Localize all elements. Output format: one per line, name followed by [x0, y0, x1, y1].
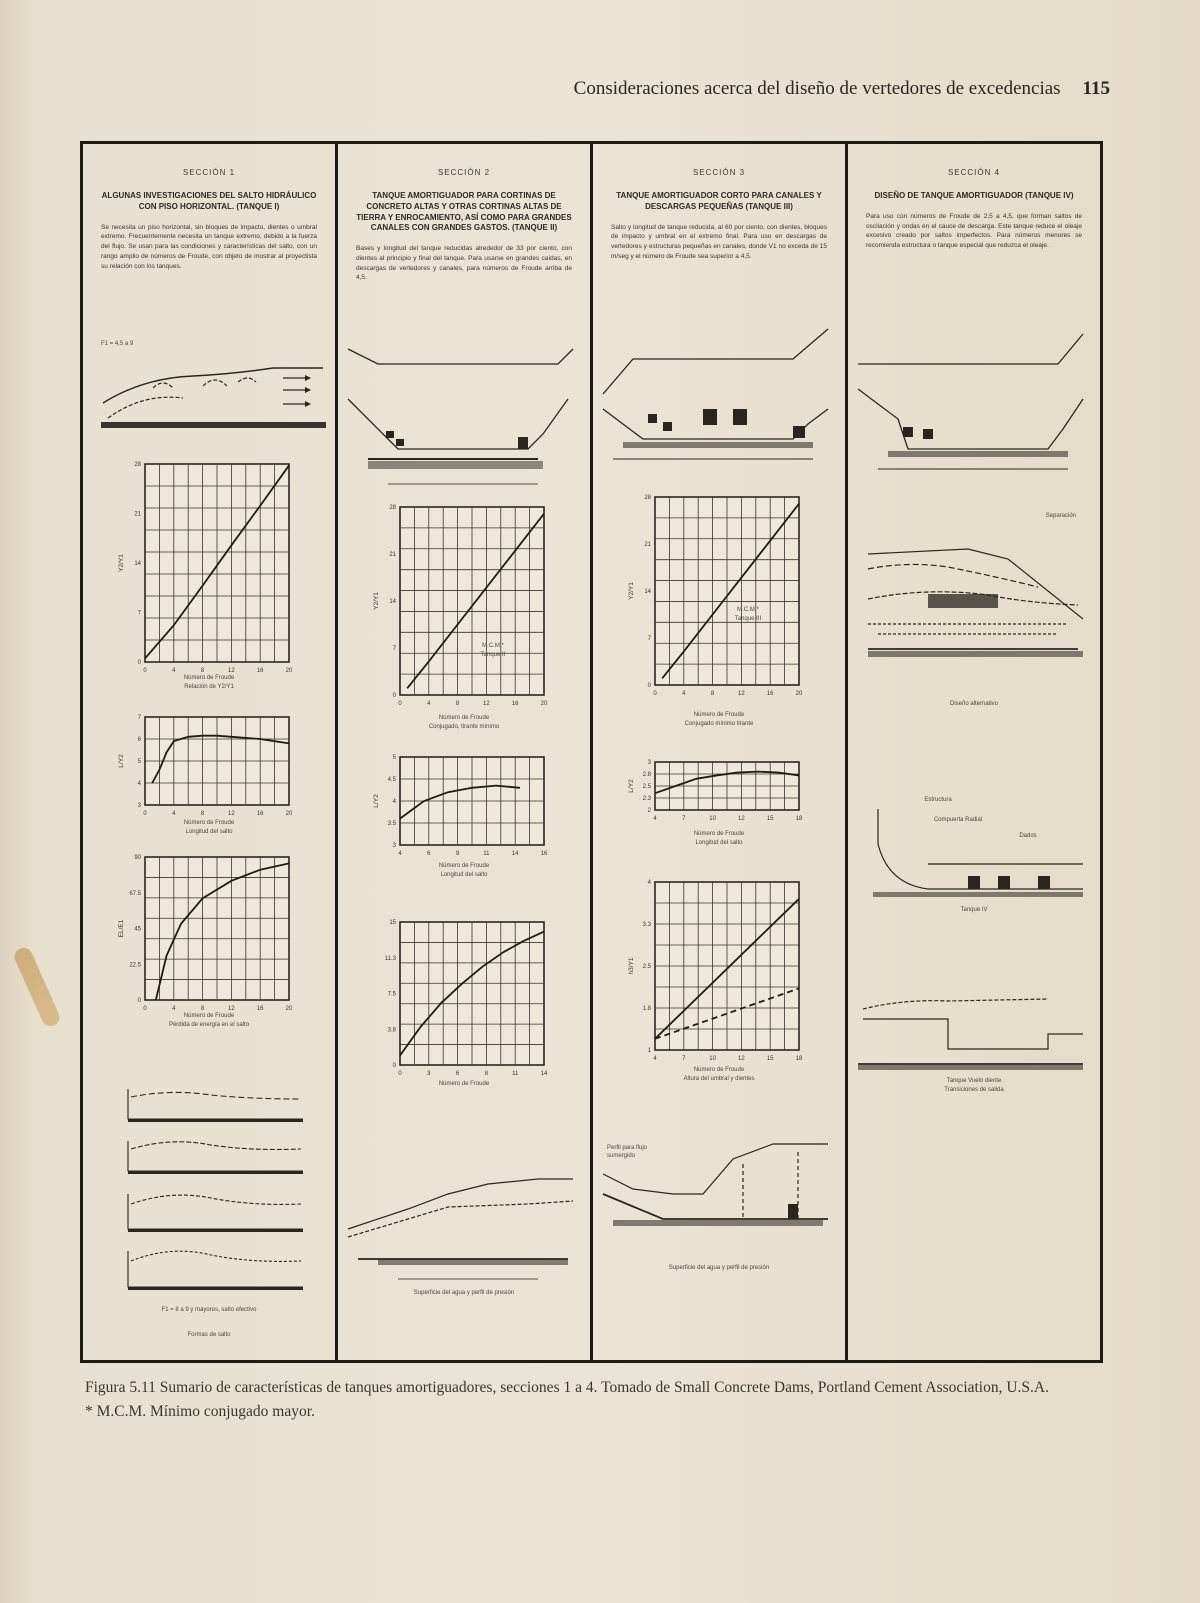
section-text: Bases y longitud del tanque reducidas alrededor de 33 por ciento, con dientes al principio y final del tanque. Para usarse en grandes caídas, en descargas de vertedores y canales, para números de Froude arriba de 4,5.	[356, 245, 572, 282]
y-tick-label: 21	[644, 542, 651, 548]
x-tick-label: 15	[766, 1056, 774, 1062]
chart-5-length	[338, 749, 590, 859]
y-tick-label: 2.8	[642, 772, 651, 778]
chart-3-caption: Pérdida de energía en el salto	[168, 1022, 250, 1028]
y-tick-label: 7	[647, 636, 651, 642]
chart-4-caption: Conjugado, tirante mínimo	[428, 724, 500, 730]
y-tick-label: 5	[137, 759, 141, 765]
y-axis-label: Y2/Y1	[628, 582, 635, 600]
chart-7-legend-mcm: M.C.M.*	[737, 607, 759, 613]
forms-caption: Formas de salto	[187, 1332, 231, 1338]
y-axis-label: L/Y2	[118, 754, 125, 768]
chart-3-energy	[83, 849, 335, 1014]
paper-stain	[12, 945, 63, 1029]
section-1	[83, 144, 338, 1360]
chart-9-xlabel: Número de Froude	[693, 1067, 745, 1073]
x-tick-label: 12	[483, 701, 490, 707]
y-tick-label: 2.5	[642, 784, 651, 790]
y-tick-label: 4	[137, 781, 141, 787]
jump-diagram-1	[83, 340, 335, 443]
chart-1-ratio	[83, 456, 335, 676]
y-tick-label: 3	[392, 843, 396, 849]
x-tick-label: 8	[710, 691, 715, 697]
alternative-design-sketch	[848, 529, 1100, 694]
y-tick-label: 3.3	[642, 922, 651, 928]
x-tick-label: 8	[200, 1006, 205, 1012]
y-tick-label: 3	[137, 803, 141, 809]
y-tick-label: 21	[389, 552, 396, 558]
y-tick-label: 2	[647, 808, 651, 814]
chart-6-xlabel: Número de Froude	[438, 1081, 490, 1087]
y-tick-label: 14	[389, 599, 396, 605]
y-tick-label: 4	[392, 799, 396, 805]
chart-7-legend-tank: Tanque III	[734, 616, 762, 622]
section-heading: SECCIÓN 4	[947, 168, 1001, 177]
x-tick-label: 20	[795, 691, 803, 697]
chart-8-length	[593, 754, 845, 824]
y-tick-label: 7	[137, 715, 141, 721]
y-axis-label: L/Y2	[373, 794, 380, 808]
outlet-caption-2: Transiciones de salida	[944, 1087, 1004, 1093]
section-text: Para uso con números de Froude de 2,5 a 4,5, que forman saltos de oscilación y ondas en el cauce de descarga. Este tanque reduce el oleaje excesivo creado por saltos imperfectos. Para números menores se recomienda estructura o tanque especial que reduzca el oleaje.	[866, 212, 1082, 250]
tank-iii-sketch	[593, 314, 845, 479]
section-title: DISEÑO DE TANQUE AMORTIGUADOR (TANQUE IV)	[874, 191, 1074, 200]
x-tick-label: 20	[285, 1006, 293, 1012]
y-tick-label: 90	[134, 855, 141, 861]
x-tick-label: 15	[766, 816, 774, 822]
x-tick-label: 10	[709, 816, 716, 822]
y-axis-label: L/Y2	[628, 779, 635, 793]
chart-3-xlabel: Número de Froude	[183, 1013, 235, 1019]
chart-2-caption: Longitud del salto	[185, 829, 233, 835]
y-tick-label: 0	[137, 998, 141, 1004]
y-tick-label: 1	[647, 1048, 651, 1054]
figure-caption	[85, 1376, 1115, 1424]
x-tick-label: 16	[256, 811, 264, 817]
radial-gate-label: Compuerta Radial	[933, 817, 983, 823]
y-tick-label: 11.3	[384, 955, 396, 962]
section-3	[593, 144, 848, 1360]
caption-note: * M.C.M. Mínimo conjugado mayor.	[85, 1403, 315, 1421]
x-tick-label: 11	[483, 851, 490, 857]
y-axis-label: h3/Y1	[628, 957, 635, 975]
y-tick-label: 0	[137, 660, 141, 666]
x-tick-label: 16	[256, 1006, 264, 1012]
y-tick-label: 0	[647, 683, 651, 689]
chart-2-length	[83, 709, 335, 819]
y-tick-label: 3.8	[387, 1027, 396, 1034]
submerged-flow-label: Perfil para flujo sumergido	[607, 1145, 648, 1160]
x-tick-label: 4	[172, 811, 176, 817]
y-tick-label: 2.5	[642, 964, 651, 970]
x-tick-label: 8	[200, 668, 205, 674]
dice-label: Dados	[1019, 833, 1037, 839]
y-axis-label: EL/E1	[118, 919, 125, 938]
pressure-caption-3: Superficie del agua y perfil de presión	[668, 1265, 770, 1271]
x-tick-label: 0	[143, 811, 147, 817]
jump-forms-sketches	[83, 1079, 335, 1304]
x-tick-label: 4	[172, 1006, 176, 1012]
x-tick-label: 0	[653, 691, 657, 697]
tank-iv-sketch	[848, 319, 1100, 489]
x-tick-label: 6	[455, 1071, 460, 1077]
x-tick-label: 18	[795, 816, 803, 822]
y-tick-label: 67.5	[129, 890, 141, 897]
running-title: Consideraciones acerca del diseño de vertedores de excedencias	[573, 78, 1061, 99]
y-tick-label: 4.5	[387, 777, 396, 783]
y-tick-label: 1.8	[642, 1006, 651, 1012]
chart-8-xlabel: Número de Froude	[693, 831, 745, 837]
x-tick-label: 4	[172, 668, 176, 674]
y-axis-label: Y2/Y1	[373, 592, 380, 610]
forms-note: F1 = 8 a 9 y mayores, salto efectivo	[161, 1307, 257, 1313]
x-tick-label: 0	[143, 668, 147, 674]
x-tick-label: 0	[143, 1006, 147, 1012]
x-tick-label: 10	[709, 1056, 716, 1062]
chart-7-xlabel: Número de Froude	[693, 712, 745, 718]
x-tick-label: 4	[427, 701, 431, 707]
chart-2-xlabel: Número de Froude	[183, 820, 235, 826]
section-title: ALGUNAS INVESTIGACIONES DEL SALTO HIDRÁULICO CON PISO HORIZONTAL. (TANQUE I)	[101, 191, 317, 211]
y-tick-label: 14	[644, 589, 651, 595]
y-tick-label: 15	[389, 920, 396, 926]
x-tick-label: 3	[427, 1071, 431, 1077]
chart-9-caption: Altura del umbral y dientes	[683, 1076, 755, 1082]
y-tick-label: 0	[392, 693, 396, 699]
chart-8-caption: Longitud del salto	[695, 840, 743, 846]
x-tick-label: 20	[285, 668, 293, 674]
caption-main: Figura 5.11 Sumario de características de tanques amortiguadores, secciones 1 a 4. Tomado de Small Concrete Dams, Portland Cement Association, U.S.A.	[85, 1379, 1049, 1396]
chart-7-conjugate	[593, 489, 845, 699]
x-tick-label: 16	[766, 691, 774, 697]
section-4	[848, 144, 1100, 1360]
x-tick-label: 8	[484, 1071, 489, 1077]
x-tick-label: 20	[540, 701, 548, 707]
section-text: Se necesita un piso horizontal, sin bloques de impacto, dientes o umbral extremo. Frecuentemente necesita un tanque extremo, debido a la fuerza del flujo. Se usan para las condiciones y características del salto, con un rango amplio de números de Froude, con objeto de mostrar al proyectista su relación con los tanques.	[101, 223, 317, 270]
x-tick-label: 12	[738, 691, 745, 697]
x-tick-label: 7	[682, 816, 686, 822]
chart-5-xlabel: Número de Froude	[438, 863, 490, 869]
x-tick-label: 14	[511, 851, 519, 857]
x-tick-label: 6	[427, 851, 431, 857]
x-tick-label: 0	[398, 1071, 402, 1077]
pressure-caption-2: Superficie del agua y perfil de presión	[413, 1290, 515, 1296]
y-tick-label: 45	[134, 926, 141, 933]
x-tick-label: 12	[228, 1006, 235, 1012]
y-tick-label: 3.5	[387, 821, 396, 827]
x-tick-label: 16	[540, 851, 548, 857]
x-tick-label: 4	[653, 816, 657, 822]
x-tick-label: 4	[398, 851, 402, 857]
y-tick-label: 4	[647, 880, 651, 886]
pressure-profile-sketch-3	[593, 1134, 845, 1264]
y-tick-label: 7	[392, 646, 396, 652]
y-tick-label: 5	[392, 755, 396, 761]
chart-4-legend-mcm: M.C.M.*	[482, 643, 504, 649]
x-tick-label: 7	[682, 1056, 686, 1062]
y-tick-label: 28	[389, 505, 396, 511]
x-tick-label: 12	[738, 816, 745, 822]
section-heading: SECCIÓN 1	[182, 168, 236, 177]
section-2	[338, 144, 593, 1360]
x-tick-label: 12	[738, 1056, 745, 1062]
x-tick-label: 18	[795, 1056, 803, 1062]
alternative-design-caption: Diseño alternativo	[949, 701, 999, 707]
y-tick-label: 3	[647, 760, 651, 766]
x-tick-label: 8	[200, 811, 205, 817]
x-tick-label: 0	[398, 701, 402, 707]
x-tick-label: 4	[653, 1056, 657, 1062]
chart-5-caption: Longitud del salto	[440, 872, 488, 878]
separation-label: Separación	[1045, 513, 1076, 519]
section-heading: SECCIÓN 3	[692, 168, 746, 177]
chart-4-conjugate	[338, 499, 590, 709]
tank-iv-caption: Tanque IV	[960, 907, 988, 913]
x-tick-label: 16	[256, 668, 264, 674]
section-title: TANQUE AMORTIGUADOR CORTO PARA CANALES Y DESCARGAS PEQUEÑAS (TANQUE III)	[616, 191, 822, 211]
page-number: 115	[1082, 78, 1110, 99]
section-heading: SECCIÓN 2	[437, 168, 491, 177]
chart-4-xlabel: Número de Froude	[438, 715, 490, 721]
tank-ii-sketch	[338, 339, 590, 504]
pressure-profile-sketch-2	[338, 1149, 590, 1284]
x-tick-label: 12	[228, 668, 235, 674]
y-tick-label: 0	[392, 1063, 396, 1069]
outlet-transition-sketch	[848, 979, 1100, 1074]
y-axis-label: Y2/Y1	[118, 554, 125, 572]
y-tick-label: 6	[137, 737, 141, 743]
x-tick-label: 11	[512, 1071, 519, 1077]
x-tick-label: 14	[540, 1071, 548, 1077]
chart-7-caption: Conjugado mínimo tirante	[684, 721, 754, 727]
chart-6-curve	[338, 914, 590, 1079]
chart-4-legend-tank: Tanque II	[480, 652, 506, 658]
chart-9-sill-height	[593, 874, 845, 1064]
y-tick-label: 7	[137, 610, 141, 617]
structure-label: Estructura	[924, 797, 952, 803]
y-tick-label: 14	[134, 561, 141, 567]
x-tick-label: 16	[511, 701, 519, 707]
running-header	[520, 78, 1110, 108]
section-title: TANQUE AMORTIGUADOR PARA CORTINAS DE CONCRETO ALTAS Y OTRAS CORTINAS ALTAS DE TIERRA Y ENROCAMIENTO, ASÍ COMO PARA GRANDES CANALES CON GRANDES GASTOS. (TANQUE II)	[356, 191, 572, 233]
hydraulic-jump-sketch	[83, 348, 329, 438]
chart-1-xlabel: Número de Froude	[183, 675, 235, 681]
diagram-label: F1 = 4,5 a 9	[101, 341, 134, 347]
x-tick-label: 8	[455, 701, 460, 707]
y-tick-label: 28	[134, 462, 141, 468]
outlet-caption-1: Tanque Vuelo diente	[946, 1078, 1002, 1084]
y-tick-label: 7.5	[387, 991, 396, 998]
x-tick-label: 20	[285, 811, 293, 817]
figure-frame	[80, 141, 1103, 1363]
section-text: Salto y longitud de tanque reducida, al 60 por ciento, con dientes, bloques de impacto y umbral en el extremo final. Para uso en descargas de vertedores y estructuras pequeñas en canales, donde V1 no exceda de 15 m/seg y el número de Froude sea superior a 4,5.	[611, 223, 827, 260]
y-tick-label: 21	[134, 511, 141, 518]
chart-1-caption: Relación de Y2/Y1	[184, 684, 234, 690]
x-tick-label: 4	[682, 691, 686, 697]
x-tick-label: 12	[228, 811, 235, 817]
y-tick-label: 2.3	[642, 796, 651, 802]
x-tick-label: 9	[455, 851, 460, 857]
y-tick-label: 28	[644, 495, 651, 501]
y-tick-label: 22.5	[129, 962, 141, 969]
